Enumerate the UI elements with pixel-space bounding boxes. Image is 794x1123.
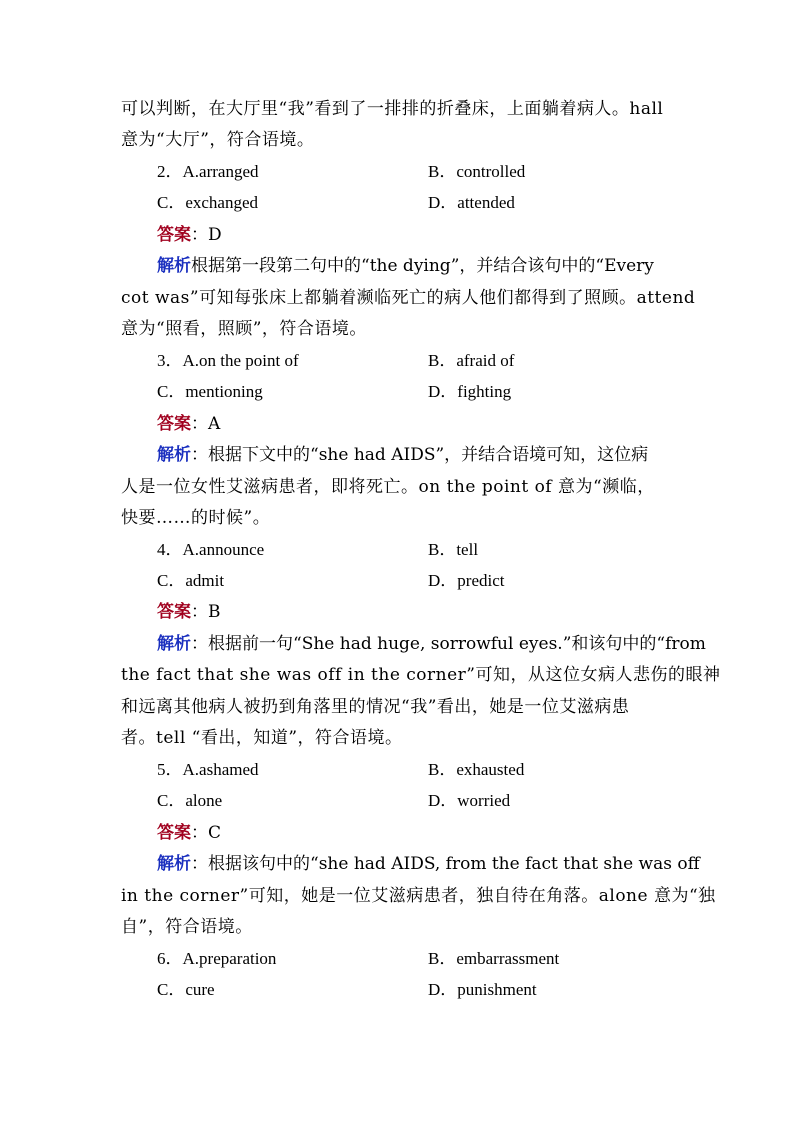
q2-explanation-line-3: 意为“照看，照顾”，符合语境。: [121, 319, 367, 339]
q4-option-b: B．tell: [428, 540, 479, 559]
q2-option-d: D．attended: [428, 193, 515, 212]
q2-answer: [157, 223, 222, 247]
q4-explanation-line-4: 者。tell “看出，知道”，符合语境。: [121, 728, 403, 748]
q3-option-d: D．fighting: [428, 382, 512, 401]
explanation-label: 解析: [157, 445, 191, 465]
q2-explanation-line-1: [157, 254, 654, 278]
q6-option-b: B．embarrassment: [428, 949, 560, 968]
q3-explanation-line-3: 快要……的时候”。: [121, 508, 271, 528]
q6-option-d: D．punishment: [428, 980, 537, 999]
answer-label: 答案: [157, 823, 191, 843]
q5-answer: [157, 821, 221, 845]
q3-option-b: B．afraid of: [428, 351, 515, 370]
q6-option-a: 6．A.preparation: [157, 949, 277, 968]
q5-explanation-line-3: 自”，符合语境。: [121, 917, 253, 937]
q5-option-a: 5．A.ashamed: [157, 760, 259, 779]
q5-option-d: D．worried: [428, 791, 511, 810]
explanation-label: 解析: [157, 256, 191, 276]
q3-exp-text-1: ：根据下文中的“she had AIDS”，并结合语境可知，这位病: [191, 445, 649, 465]
answer-label: 答案: [157, 602, 191, 622]
q5-exp-text-1: ：根据该句中的“she had AIDS, from the fact that she was off: [191, 854, 700, 874]
q4-answer-value: ：B: [191, 602, 221, 622]
q3-option-c: C．mentioning: [157, 382, 263, 401]
q5-explanation-line-1: [157, 852, 700, 876]
q4-explanation-line-3: 和远离其他病人被扔到角落里的情况“我”看出，她是一位艾滋病患: [121, 697, 630, 717]
answer-label: 答案: [157, 225, 191, 245]
q5-option-c: C．alone: [157, 791, 223, 810]
q2-option-c: C．exchanged: [157, 193, 259, 212]
q3-answer: [157, 412, 220, 436]
q3-option-a: 3．A.on the point of: [157, 351, 299, 370]
explanation-label: 解析: [157, 854, 191, 874]
intro-line-2: 意为“大厅”，符合语境。: [121, 130, 315, 150]
q5-option-b: B．exhausted: [428, 760, 525, 779]
q4-option-a: 4．A.announce: [157, 540, 265, 559]
q2-exp-text-1: 根据第一段第二句中的“the dying”，并结合该句中的“Every: [191, 256, 654, 276]
q4-explanation-line-1: [157, 632, 706, 656]
q2-option-a: 2．A.arranged: [157, 162, 259, 181]
answer-label: 答案: [157, 414, 191, 434]
q4-exp-text-1: ：根据前一句“She had huge, sorrowful eyes.”和该句中的“from: [191, 634, 706, 654]
intro-line-1: 可以判断，在大厅里“我”看到了一排排的折叠床，上面躺着病人。hall: [121, 99, 664, 119]
q5-answer-value: ：C: [191, 823, 222, 843]
q2-option-b: B．controlled: [428, 162, 526, 181]
q2-answer-value: ：D: [191, 225, 222, 245]
q3-explanation-line-2: 人是一位女性艾滋病患者，即将死亡。on the point of 意为“濒临，: [121, 477, 655, 497]
q4-option-c: C．admit: [157, 571, 225, 590]
q5-explanation-line-2: in the corner”可知，她是一位艾滋病患者，独自待在角落。alone 意为“独: [121, 886, 716, 906]
q3-explanation-line-1: [157, 443, 648, 467]
q6-option-c: C．cure: [157, 980, 215, 999]
q4-explanation-line-2: the fact that she was off in the corner”可知，从这位女病人悲伤的眼神: [121, 665, 721, 685]
q3-answer-value: ：A: [191, 414, 221, 434]
q2-explanation-line-2: cot was”可知每张床上都躺着濒临死亡的病人他们都得到了照顾。attend: [121, 288, 696, 308]
q4-answer: [157, 600, 221, 624]
explanation-label: 解析: [157, 634, 191, 654]
q4-option-d: D．predict: [428, 571, 505, 590]
